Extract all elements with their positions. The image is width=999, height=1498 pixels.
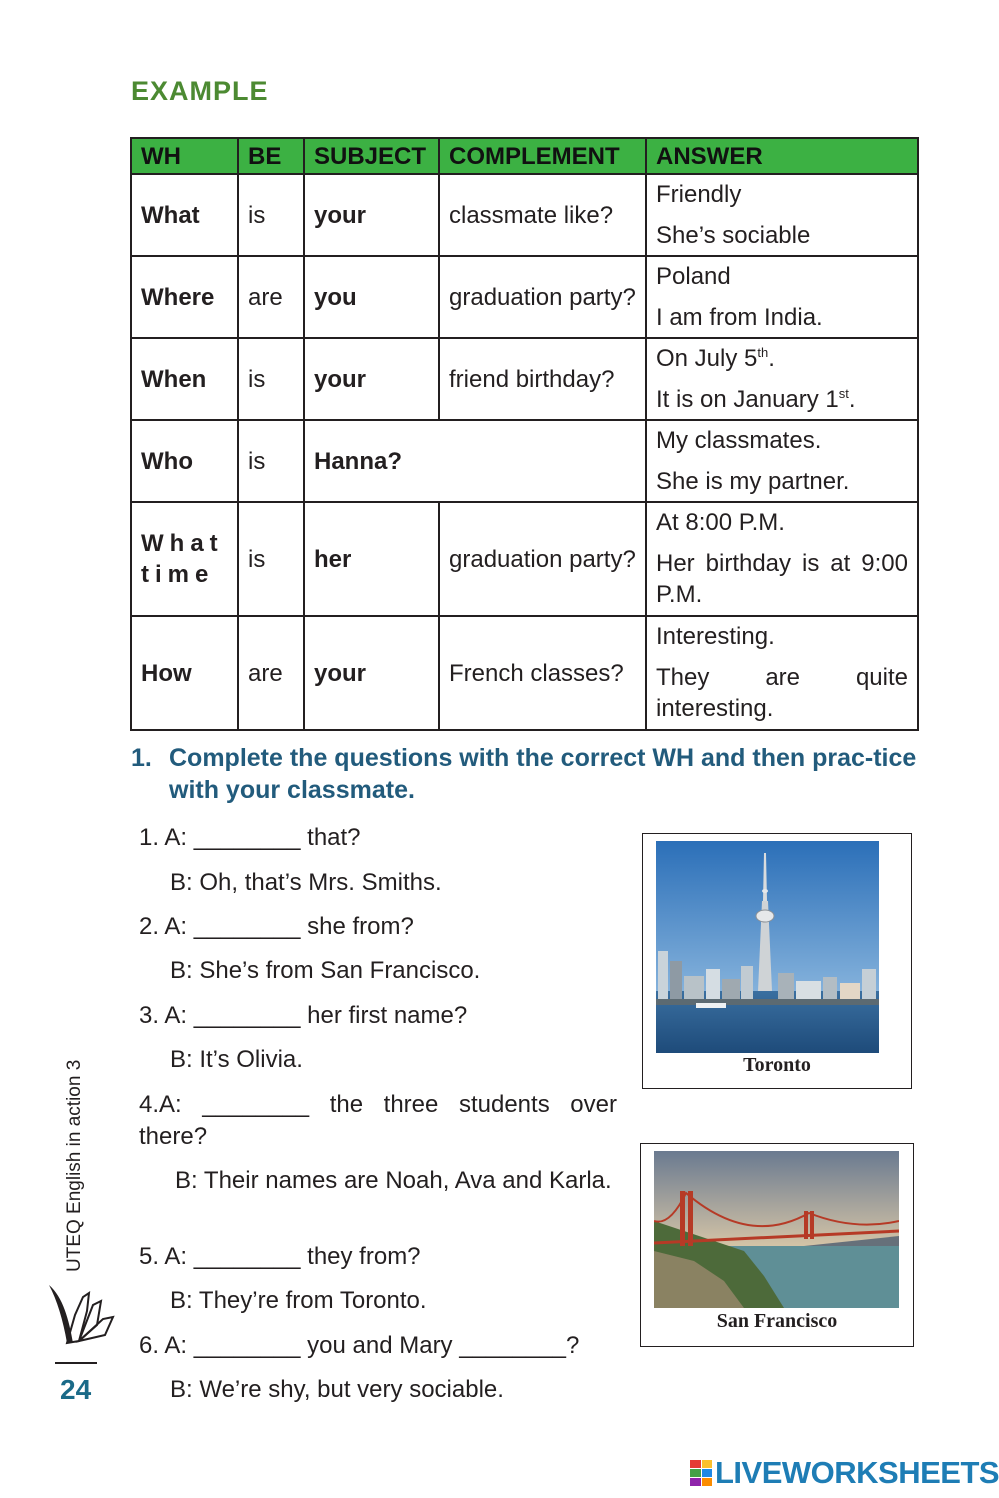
table-row — [131, 420, 918, 502]
answer-line: They are quite interesting. — [656, 664, 908, 722]
cell-answer — [646, 174, 918, 256]
instruction-number: 1. — [131, 744, 152, 772]
exercise-line-b: B: Oh, that’s Mrs. Smiths. — [170, 869, 442, 896]
book-title-vertical: UTEQ English in action 3 — [64, 1059, 85, 1272]
cell-be: is — [238, 420, 304, 502]
header-complement: COMPLEMENT — [439, 138, 646, 174]
cell-answer — [646, 502, 918, 616]
answer-line: Her birthday is at 9:00 P.M. — [656, 550, 908, 608]
table-row — [131, 338, 918, 420]
cell-answer — [646, 338, 918, 420]
header-be: BE — [238, 138, 304, 174]
cell-be: are — [238, 256, 304, 338]
table-row — [131, 502, 918, 616]
cell-complement: graduation party? — [439, 502, 646, 616]
header-wh: WH — [131, 138, 238, 174]
page-number: 24 — [60, 1374, 92, 1405]
answer-line: Friendly — [656, 181, 742, 208]
cell-be: is — [238, 502, 304, 616]
liveworksheets-brand — [690, 1455, 999, 1491]
wh-question-table — [130, 137, 919, 731]
cell-subject: your — [304, 616, 439, 730]
cell-be: are — [238, 616, 304, 730]
cell-wh: Where — [131, 256, 238, 338]
cell-wh: What — [131, 174, 238, 256]
cell-complement: friend birthday? — [439, 338, 646, 420]
header-answer: ANSWER — [646, 138, 918, 174]
answer-line: My classmates. — [656, 427, 822, 454]
cell-wh: What time — [131, 502, 238, 616]
page-number-divider — [55, 1362, 97, 1364]
toronto-skyline-image — [656, 841, 879, 1053]
table-row — [131, 256, 918, 338]
header-subject: SUBJECT — [304, 138, 439, 174]
exercise-instruction — [131, 742, 921, 806]
cell-subject: her — [304, 502, 439, 616]
exercise-line-b: B: They’re from Toronto. — [170, 1287, 427, 1314]
exercise-line-b: B: We’re shy, but very sociable. — [170, 1376, 504, 1403]
cell-be: is — [238, 338, 304, 420]
exercise-line-a: 3. A: ________ her first name? — [139, 1002, 468, 1029]
exercise-line-a: 6. A: ________ you and Mary ________? — [139, 1332, 580, 1359]
instruction-text: Complete the questions with the correct WH and then prac-tice with your classmate. — [169, 744, 917, 804]
table-row — [131, 174, 918, 256]
table-row — [131, 616, 918, 730]
cell-be: is — [238, 174, 304, 256]
toronto-photo — [642, 833, 912, 1089]
san-francisco-photo — [640, 1143, 914, 1347]
toronto-caption: Toronto — [743, 1054, 811, 1076]
san-francisco-caption: San Francisco — [716, 1310, 838, 1332]
answer-line: She is my partner. — [656, 468, 850, 495]
answer-line: At 8:00 P.M. — [656, 509, 785, 536]
cell-answer — [646, 616, 918, 730]
answer-line: Poland — [656, 263, 731, 290]
cell-complement: graduation party? — [439, 256, 646, 338]
cell-subject: your — [304, 338, 439, 420]
answer-line: On July 5th. — [656, 345, 775, 372]
cell-subject: you — [304, 256, 439, 338]
table-header-row — [131, 138, 918, 174]
cell-complement: French classes? — [439, 616, 646, 730]
answer-line: It is on January 1st. — [656, 386, 856, 413]
open-book-icon — [43, 1275, 117, 1349]
cell-answer — [646, 420, 918, 502]
answer-line: I am from India. — [656, 304, 823, 331]
answer-line: She’s sociable — [656, 222, 811, 249]
liveworksheets-logo-icon — [690, 1460, 712, 1486]
section-heading: EXAMPLE — [131, 76, 269, 106]
liveworksheets-wordmark: LIVEWORKSHEETS — [715, 1455, 999, 1490]
exercise-line-b: B: It’s Olivia. — [170, 1046, 303, 1073]
cell-wh: Who — [131, 420, 238, 502]
exercise-line-a: 4.A: ________ the three students over there? — [139, 1091, 617, 1150]
cell-subject: Hanna? — [304, 420, 646, 502]
exercise-line-a: 2. A: ________ she from? — [139, 913, 414, 940]
cell-wh: How — [131, 616, 238, 730]
cell-wh: When — [131, 338, 238, 420]
golden-gate-bridge-image — [654, 1151, 899, 1308]
exercise-line-b: B: Their names are Noah, Ava and Karla. — [175, 1167, 612, 1194]
exercise-line-b: B: She’s from San Francisco. — [170, 957, 481, 984]
exercise-line-a: 1. A: ________ that? — [139, 824, 361, 851]
answer-line: Interesting. — [656, 623, 775, 650]
cell-complement: classmate like? — [439, 174, 646, 256]
exercise-line-a: 5. A: ________ they from? — [139, 1243, 421, 1270]
cell-subject: your — [304, 174, 439, 256]
cell-answer — [646, 256, 918, 338]
